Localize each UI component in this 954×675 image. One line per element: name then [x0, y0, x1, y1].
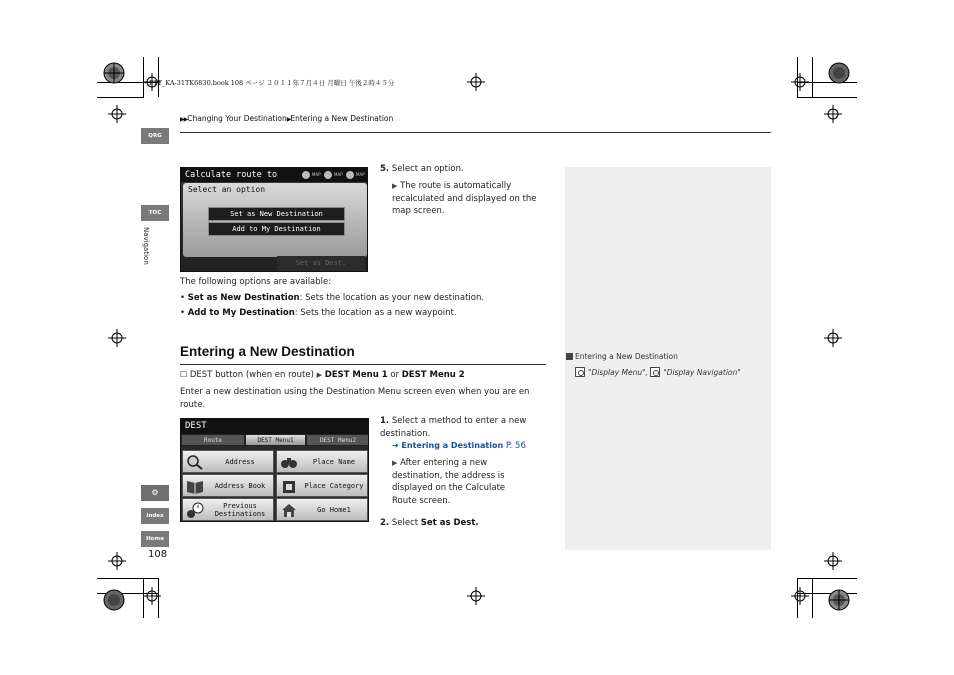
voice-command-icon [650, 367, 660, 377]
registration-target-icon [824, 329, 842, 347]
tab-dest-menu1[interactable]: DEST Menu1 [245, 434, 306, 446]
book-icon [186, 478, 204, 494]
tab-qrg[interactable]: QRG [141, 128, 169, 144]
breadcrumb-level2: Entering a New Destination [290, 114, 394, 123]
print-header: F1T_KA-31TK6830.book 108 ページ ２０１１年７月４日 月曜日 午後２時４５分 [149, 79, 395, 87]
dest-tabs [181, 434, 369, 446]
panel-title: Select an option [188, 185, 266, 194]
address-book-button[interactable]: Address Book [182, 474, 274, 497]
options-intro: The following options are available: [180, 277, 332, 287]
magnifier-icon [186, 454, 204, 470]
clock-icon [186, 502, 204, 518]
button-symbol-icon: ☐ [180, 370, 188, 379]
breadcrumb-arrow-icon: ▶ [286, 116, 291, 123]
registration-target-icon [108, 329, 126, 347]
registration-rosette-icon [103, 62, 125, 84]
result-arrow-icon: ▶ [392, 182, 398, 190]
step-5-result: ▶ The route is automatically recalculated and displayed on the map screen. [392, 181, 537, 216]
page-number: 108 [148, 549, 168, 560]
tab-route[interactable]: Route [181, 434, 245, 446]
tab-dest-menu2[interactable]: DEST Menu2 [306, 434, 369, 446]
section-rule [180, 364, 546, 365]
place-name-button[interactable]: Place Name [276, 450, 368, 473]
section-intro: Enter a new destination using the Destination Menu screen even when you are en route. [180, 387, 530, 410]
map-icon [324, 171, 332, 179]
registration-target-icon [824, 105, 842, 123]
result-arrow-icon: ▶ [392, 459, 398, 467]
tab-home[interactable]: Home [141, 531, 169, 547]
registration-rosette-icon [828, 62, 850, 84]
place-category-button[interactable]: Place Category [276, 474, 368, 497]
section-title: Entering a New Destination [180, 344, 355, 359]
set-as-new-destination-button[interactable]: Set as New Destination [208, 207, 345, 221]
category-icon [280, 478, 298, 494]
registration-target-icon [143, 587, 161, 605]
voice-command-icon [575, 367, 585, 377]
step-2: 2. Select Set as Dest. [380, 518, 479, 528]
note-title: Entering a New Destination [566, 352, 678, 361]
tab-toc[interactable]: TOC [141, 205, 169, 221]
go-home-button[interactable]: Go Home1 [276, 498, 368, 521]
option-item: • Add to My Destination: Sets the location as a new waypoint. [180, 308, 457, 318]
step-1-result: ▶ After entering a new destination, the address is displayed on the Calculate Route screen. [392, 458, 506, 506]
registration-target-icon [791, 73, 809, 91]
set-as-dest-button[interactable]: Set as Dest. [277, 256, 365, 271]
step-1: 1. Select a method to enter a new destination. [380, 416, 527, 439]
note-square-icon [566, 353, 573, 360]
home-icon [280, 502, 298, 518]
add-to-my-destination-button[interactable]: Add to My Destination [208, 222, 345, 236]
registration-target-icon [467, 73, 485, 91]
screen-title: Calculate route to [181, 168, 368, 182]
header-rule [180, 132, 771, 133]
note-ref-display-navigation: "Display Navigation" [663, 368, 741, 377]
tab-voice-commands[interactable] [141, 485, 169, 501]
cross-reference-link[interactable]: ➔ Entering a Destination P. 56 [392, 441, 526, 451]
screen-title: DEST [181, 419, 369, 434]
registration-rosette-icon [103, 589, 125, 611]
calculate-route-screen: Calculate route to MAP MAP MAP Select an option Set as New Destination Add to My Destination Set as Dest. [180, 167, 368, 272]
registration-target-icon [108, 105, 126, 123]
registration-target-icon [791, 587, 809, 605]
map-icon [346, 171, 354, 179]
option-item: • Set as New Destination: Sets the location as your new destination. [180, 293, 485, 303]
registration-target-icon [467, 587, 485, 605]
voice-command-icon: ⚙ [151, 488, 159, 497]
step-5: 5. Select an option. [380, 164, 464, 174]
registration-rosette-icon [828, 589, 850, 611]
breadcrumb-arrow-icon: ▶▶ [180, 116, 188, 123]
registration-target-icon [824, 552, 842, 570]
note-references: "Display Menu", "Display Navigation" [575, 367, 741, 377]
section-label: Navigation [142, 227, 150, 265]
registration-target-icon [108, 552, 126, 570]
path-arrow-icon: ▶ [316, 371, 322, 379]
address-button[interactable]: Address [182, 450, 274, 473]
link-arrow-icon: ➔ [392, 441, 399, 450]
menu-path: ☐ DEST button (when en route) ▶ DEST Menu 1 or DEST Menu 2 [180, 370, 465, 380]
note-ref-display-menu: "Display Menu" [588, 368, 646, 377]
breadcrumb-level1[interactable]: Changing Your Destination [187, 114, 287, 123]
tab-index[interactable]: Index [141, 508, 169, 524]
dest-menu-screen [180, 418, 369, 522]
option-panel [183, 183, 367, 257]
previous-destinations-button[interactable]: Previous Destinations [182, 498, 274, 521]
map-icon [302, 171, 310, 179]
breadcrumb [180, 114, 393, 123]
binoculars-icon [280, 454, 298, 470]
